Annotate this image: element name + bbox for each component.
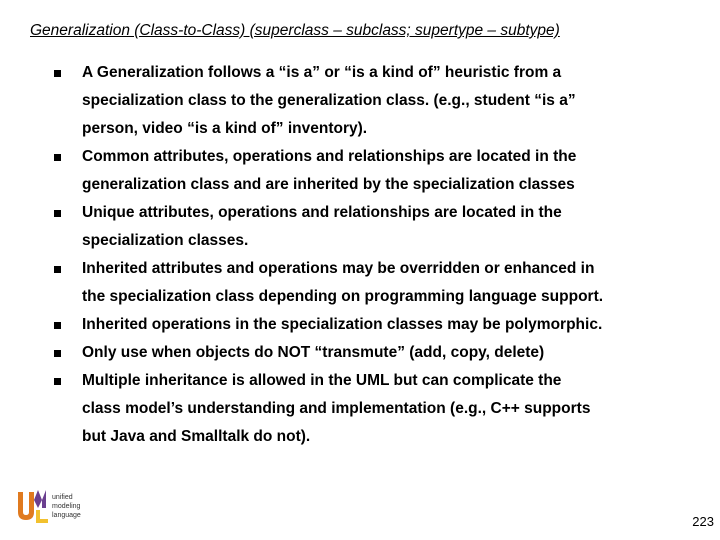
bullet-text-line: class model’s understanding and implementation (e.g., C++ supports — [82, 400, 591, 417]
bullet-text-line: Common attributes, operations and relationships are located in the — [82, 148, 577, 165]
bullet-text-line: A Generalization follows a “is a” or “is a kind of” heuristic from a — [82, 64, 562, 81]
logo-text-unified: unified — [52, 494, 73, 501]
bullet-item — [54, 59, 704, 143]
uml-logo — [14, 486, 94, 526]
bullet-text-line: person, video “is a kind of” inventory). — [82, 120, 368, 137]
bullet-item — [54, 311, 704, 339]
bullet-text-line: specialization class to the generalization class. (e.g., student “is a” — [82, 92, 576, 109]
page-number: 223 — [692, 514, 714, 529]
square-bullet-icon — [54, 143, 61, 171]
bullet-text-line: Only use when objects do NOT “transmute” (add, copy, delete) — [82, 344, 545, 361]
slide-title: Generalization (Class-to-Class) (superclass – subclass; supertype – subtype) — [30, 22, 560, 39]
bullet-item — [54, 255, 704, 311]
bullet-list — [54, 59, 704, 451]
square-bullet-icon — [54, 199, 61, 227]
bullet-text-line: Inherited operations in the specialization classes may be polymorphic. — [82, 316, 603, 333]
bullet-text-line: the specialization class depending on programming language support. — [82, 288, 604, 305]
bullet-item — [54, 199, 704, 255]
uml-logo-icon — [14, 486, 94, 526]
bullet-text-line: Multiple inheritance is allowed in the UML but can complicate the — [82, 372, 562, 389]
square-bullet-icon — [54, 311, 61, 339]
bullet-text-line: Inherited attributes and operations may be overridden or enhanced in — [82, 260, 595, 277]
bullet-item — [54, 143, 704, 199]
square-bullet-icon — [54, 59, 61, 87]
bullet-text-line: but Java and Smalltalk do not). — [82, 428, 311, 445]
logo-text-language: language — [52, 512, 81, 519]
bullet-item — [54, 339, 704, 367]
bullet-text-line: specialization classes. — [82, 232, 249, 249]
bullet-item — [54, 367, 704, 451]
bullet-text-line: Unique attributes, operations and relationships are located in the — [82, 204, 562, 221]
square-bullet-icon — [54, 367, 61, 395]
square-bullet-icon — [54, 255, 61, 283]
logo-text-modeling: modeling — [52, 503, 81, 510]
bullet-text-line: generalization class and are inherited by the specialization classes — [82, 176, 575, 193]
square-bullet-icon — [54, 339, 61, 367]
